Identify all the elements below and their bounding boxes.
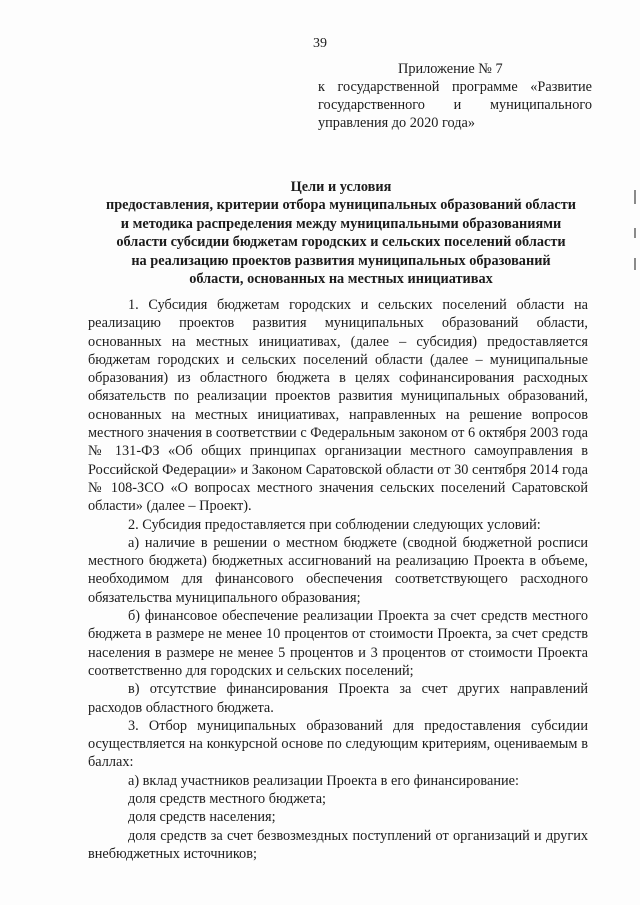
title-line: и методика распределения между муниципальными образованиями xyxy=(120,215,562,232)
title-line: предоставления, критерии отбора муниципальных образований области xyxy=(105,197,576,214)
title-line: Цели и условия xyxy=(290,179,392,195)
condition-b: б) финансовое обеспечение реализации Проекта за счет средств местного бюджета в размере не менее 10 процентов от стоимости Проекта, за счет средств населения в размере не менее 5 процентов и 3 процентов от стоимости Проекта соответственно для городских и сельских поселений; xyxy=(88,608,588,679)
appendix-reference: к государственной программе «Развитие государственного и муниципального управления до 2020 года» xyxy=(318,79,592,131)
paragraph-1: 1. Субсидия бюджетам городских и сельских поселений области на реализацию проектов развития муниципальных образований области, основанных на местных инициативах, (далее – субсидия) предоставляется бюджетам городских и сельских поселений области (далее – муниципальные образования) из областного бюджета в целях софинансирования расходных обязательств по реализации проектов развития муниципальных образований, основанных на местных инициативах, направленных на решение вопросов местного значения в соответствии с Федеральным законом от 6 октября 2003 года № 131-ФЗ «Об общих принципах организации местного самоуправления в Российской Федерации» и Законом Саратовской области от 30 сентября 2014 года № 108-ЗСО «О вопросах местного значения сельских поселений Саратовской области» (далее – Проект). xyxy=(88,297,588,515)
scan-edge-mark xyxy=(634,190,636,204)
criterion-item: доля средств за счет безвозмездных поступлений от организаций и других внебюджетных источников; xyxy=(88,827,588,862)
title-line: на реализацию проектов развития муниципальных образований xyxy=(131,252,551,269)
condition-c: в) отсутствие финансирования Проекта за счет других направлений расходов областного бюджета. xyxy=(88,681,588,716)
title-line: области субсидии бюджетам городских и сельских поселений области xyxy=(116,234,566,251)
criterion-item: доля средств местного бюджета; xyxy=(128,791,327,808)
condition-a: а) наличие в решении о местном бюджете (сводной бюджетной росписи местного бюджета) бюджетных ассигнований на реализацию Проекта в объеме, необходимом для финансового обеспечения соответствующего расходного обязательства муниципального образования; xyxy=(88,534,588,606)
criterion-item: доля средств населения; xyxy=(128,809,276,826)
title-line: области, основанных на местных инициативах xyxy=(189,271,493,288)
page-number: 39 xyxy=(313,36,327,51)
scan-edge-mark xyxy=(634,258,636,270)
document-title xyxy=(80,178,602,288)
appendix-header xyxy=(318,60,592,132)
paragraph-3: 3. Отбор муниципальных образований для предоставления субсидии осуществляется на конкурсной основе по следующим критериям, оцениваемым в баллах: xyxy=(88,717,588,771)
document-body xyxy=(88,296,588,863)
criterion-a: а) вклад участников реализации Проекта в его финансирование: xyxy=(128,772,519,789)
appendix-number: Приложение № 7 xyxy=(398,61,503,77)
scan-edge-mark xyxy=(634,228,636,238)
paragraph-2: 2. Субсидия предоставляется при соблюдении следующих условий: xyxy=(128,516,541,533)
